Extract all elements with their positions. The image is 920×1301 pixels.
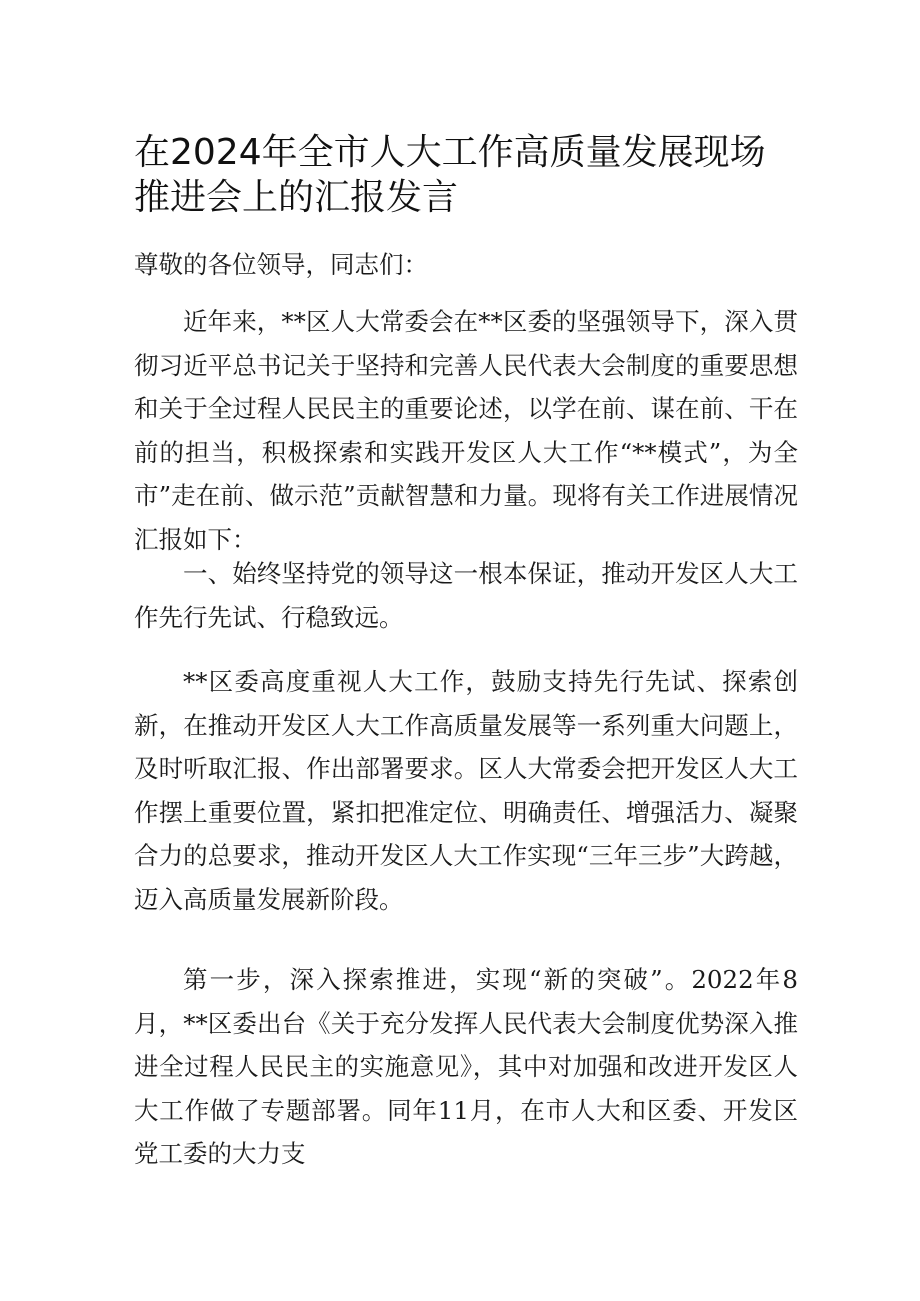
document-title: 在2024年全市人大工作高质量发展现场推进会上的汇报发言: [134, 132, 766, 218]
paragraph-intro: 近年来，**区人大常委会在**区委的坚强领导下，深入贯彻习近平总书记关于坚持和完善人民代表大会制度的重要思想和关于全过程人民民主的重要论述，以学在前、谋在前、干在前的担当，积极探索和实践开发区人大工作“**模式”，为全市”走在前、做示范”贡献智慧和力量。现将有关工作进展情况汇报如下：: [134, 307, 798, 554]
salutation: 尊敬的各位领导，同志们：: [134, 250, 428, 279]
section-heading-1: 一、始终坚持党的领导这一根本保证，推动开发区人大工作先行先试、行稳致远。: [134, 559, 798, 632]
paragraph-step-1: 第一步，深入探索推进，实现“新的突破”。2022年8月，**区委出台《关于充分发挥人民代表大会制度优势深入推进全过程人民民主的实施意见》，其中对加强和改进开发区人大工作做了专题部署。同年11月，在市人大和区委、开发区党工委的大力支: [134, 965, 798, 1168]
paragraph-section-1: **区委高度重视人大工作，鼓励支持先行先试、探索创新，在推动开发区人大工作高质量发展等一系列重大问题上，及时听取汇报、作出部署要求。区人大常委会把开发区人大工作摆上重要位置，紧扣把准定位、明确责任、增强活力、凝聚合力的总要求，推动开发区人大工作实现“三年三步”大跨越，迈入高质量发展新阶段。: [134, 667, 798, 914]
